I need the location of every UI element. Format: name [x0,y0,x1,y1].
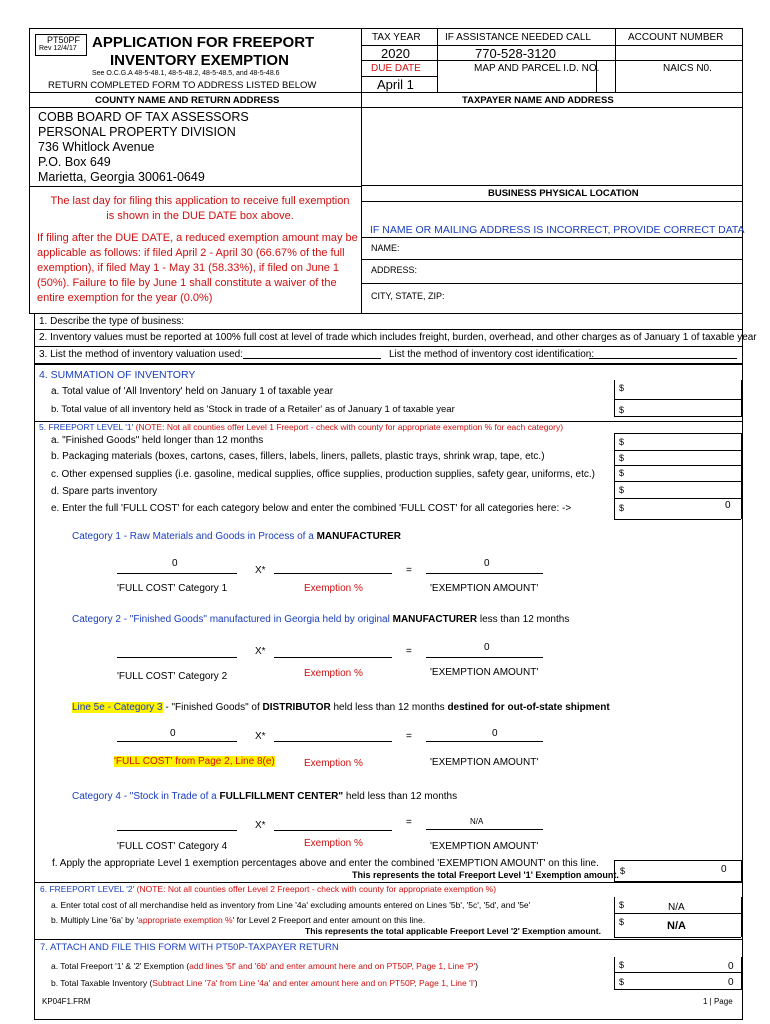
divider [614,433,741,434]
line-5c-dollar: $ [619,468,625,478]
divider [29,186,361,187]
divider [741,380,742,417]
category-2-pct-field[interactable] [274,657,392,658]
category-3-cost-field[interactable] [117,741,237,742]
tax-year-label: TAX YEAR [372,32,421,43]
line-5f-note: This represents the total Freeport Level '1' Exemption amount. [352,870,619,880]
line-7a-value: 0 [728,961,734,972]
divider [34,329,743,330]
name-label: NAME: [371,243,400,253]
city-state-zip-label: CITY, STATE, ZIP: [371,291,445,301]
line-5c-label: c. Other expensed supplies (i.e. gasoline, medical supplies, office supplies, production supplies, safety gear, uniforms, etc.) [51,469,595,480]
divider [361,283,743,284]
line-5e-dollar: $ [619,503,625,513]
exemption-pct-label: Exemption % [304,668,363,679]
times-sign: X* [255,565,266,576]
line-5d-label: d. Spare parts inventory [51,486,158,497]
line-7b-label: b. Total Taxable Inventory (Subtract Line '7a' from Line '4a' and enter amount here and on PT50P, Page 1, Line 'I') [51,978,478,988]
category-4-exempt: N/A [470,817,484,826]
divider [34,346,743,347]
category-1-exempt: 0 [484,558,490,569]
tax-year: 2020 [381,46,410,61]
category-2-exempt-field[interactable] [426,657,543,658]
divider [614,450,741,451]
page-number: 1 | Page [703,997,733,1006]
equals-sign: = [406,646,412,657]
divider [361,28,362,314]
line-6a-value: N/A [668,902,685,913]
divider [614,416,741,417]
due-date: April 1 [377,77,414,92]
form-title-line2: INVENTORY EXEMPTION [110,52,289,69]
line-6b-value: N/A [667,920,686,932]
section-4-heading: 4. SUMMATION OF INVENTORY [39,369,196,381]
line-5a-label: a. "Finished Goods" held longer than 12 months [51,435,264,446]
account-number-label: ACCOUNT NUMBER [628,32,724,43]
line-5a-dollar: $ [619,437,625,447]
divider [614,972,741,973]
divider [361,259,743,260]
exemption-amount-label: 'EXEMPTION AMOUNT' [430,841,539,852]
divider [361,237,743,238]
valuation-method-field[interactable] [243,358,381,359]
category-2-cost-field[interactable] [117,657,237,658]
exemption-pct-label: Exemption % [304,758,363,769]
line-3-identification-label: List the method of inventory cost identification: [389,349,595,360]
line-4b-label: b. Total value of all inventory held as 'Stock in trade of a Retailer' as of January 1 of taxable year [51,404,455,415]
divider [614,989,741,990]
county-line: P.O. Box 649 [38,155,111,169]
county-line: COBB BOARD OF TAX ASSESSORS [38,110,249,124]
line-4a-dollar: $ [619,383,625,393]
county-line: PERSONAL PROPERTY DIVISION [38,125,236,139]
divider [614,937,741,938]
line-3-valuation-label: 3. List the method of inventory valuation used: [39,349,244,360]
line-5e-label: e. Enter the full 'FULL COST' for each category below and enter the combined 'FULL COST' for all categories here: -> [51,503,572,514]
divider [614,913,741,914]
equals-sign: = [406,731,412,742]
divider [29,107,743,108]
category-1-pct-field[interactable] [274,573,392,574]
category-3-cost: 0 [170,728,176,739]
form-rev: Rev 12/4/17 [39,45,77,52]
line-5f-value: 0 [721,864,727,875]
divider [29,92,743,93]
line-5e-value: 0 [725,500,731,511]
line-7a-label: a. Total Freeport '1' & '2' Exemption (add lines '5f' and '6b' and enter amount here and on PT50P, Page 1, Line 'P') [51,961,479,971]
divider [34,882,743,883]
times-sign: X* [255,646,266,657]
category-3-cost-label: 'FULL COST' from Page 2, Line 8(e) [114,756,275,767]
line-4b-dollar: $ [619,405,625,415]
divider [614,519,741,520]
taxpayer-heading: TAXPAYER NAME AND ADDRESS [462,95,614,106]
divider [361,201,743,202]
line-6b-note: This represents the total applicable Freeport Level '2' Exemption amount. [305,926,601,936]
line-4a-label: a. Total value of 'All Inventory' held on January 1 of taxable year [51,386,334,397]
naics-label: NAICS N0. [663,63,712,74]
exemption-amount-label: 'EXEMPTION AMOUNT' [430,667,539,678]
category-1-exempt-field[interactable] [426,573,543,574]
exemption-amount-label: 'EXEMPTION AMOUNT' [430,757,539,768]
return-note: RETURN COMPLETED FORM TO ADDRESS LISTED BELOW [48,80,317,91]
divider [741,957,742,990]
incorrect-address-note: IF NAME OR MAILING ADDRESS IS INCORRECT, PROVIDE CORRECT DATA [370,224,745,236]
form-code: PT50PF [47,35,81,45]
category-4-cost-field[interactable] [117,830,237,831]
line-5d-dollar: $ [619,485,625,495]
line-7b-value: 0 [728,977,734,988]
category-4-pct-field[interactable] [274,830,392,831]
category-2-title: Category 2 - "Finished Goods" manufactured in Georgia held by original MANUFACTURER less than 12 months [72,614,570,625]
divider [614,481,741,482]
divider [741,897,742,937]
line-7b-dollar: $ [619,977,625,987]
line-6b-dollar: $ [619,917,625,927]
filing-notice: The last day for filing this application to receive full exemption is shown in the DUE DATE box above. [50,195,350,222]
category-1-cost: 0 [172,558,178,569]
category-3-exempt: 0 [492,728,498,739]
category-2-cost-label: 'FULL COST' Category 2 [117,671,228,682]
line-6a-label: a. Enter total cost of all merchandise held as inventory from Line '4a' excluding amounts entered on Lines '5b', '5c', '5d', and '5e' [51,900,531,910]
business-location-heading: BUSINESS PHYSICAL LOCATION [488,188,639,199]
line-7a-dollar: $ [619,960,625,970]
county-line: 736 Whitlock Avenue [38,140,155,154]
category-3-exempt-field[interactable] [426,741,543,742]
category-4-exempt-field[interactable] [426,829,543,830]
line-5b-dollar: $ [619,453,625,463]
line-5f-label: f. Apply the appropriate Level 1 exemption percentages above and enter the combined 'EXEMPTION AMOUNT' on this line. [52,858,599,869]
exemption-amount-label: 'EXEMPTION AMOUNT' [430,583,539,594]
due-date-label: DUE DATE [371,63,421,74]
times-sign: X* [255,731,266,742]
section-7-heading: 7. ATTACH AND FILE THIS FORM WITH PT50P-TAXPAYER RETURN [40,942,339,953]
cost-identification-field[interactable] [589,358,737,359]
address-label: ADDRESS: [371,265,418,275]
divider [361,185,743,186]
divider [614,399,741,400]
equals-sign: = [406,565,412,576]
line-1-label: 1. Describe the type of business: [39,316,185,327]
category-4-title: Category 4 - "Stock in Trade of a FULLFILLMENT CENTER" held less than 12 months [72,791,458,802]
county-heading: COUNTY NAME AND RETURN ADDRESS [95,95,280,106]
category-1-cost-field[interactable] [117,573,237,574]
times-sign: X* [255,820,266,831]
divider [614,433,615,519]
line-2-label: 2. Inventory values must be reported at 100% full cost at level of trade which includes freight, burden, overhead, and other charges as of January 1 of taxable year [39,332,757,343]
category-4-cost-label: 'FULL COST' Category 4 [117,841,228,852]
section-5-heading: 5. FREEPORT LEVEL '1' (NOTE: Not all counties offer Level 1 Freeport - check with county for appropriate exemption % for each category) [39,422,564,432]
exemption-pct-label: Exemption % [304,838,363,849]
divider [614,957,615,990]
late-filing-notice: If filing after the DUE DATE, a reduced exemption amount may be applicable as follows: if filed April 2 - April 30 (66.67% of the full exemption), if filed May 1 - May 31 (58.33%), if filed on June 1 (50%). Failure to file by June 1 shall constitute a waiver of the entire exemption for the year (0.0%) [37,232,358,304]
county-line: Marietta, Georgia 30061-0649 [38,170,205,184]
exemption-pct-label: Exemption % [304,583,363,594]
category-3-title: Line 5e - Category 3 - "Finished Goods" of DISTRIBUTOR held less than 12 months destined for out-of-state shipment [72,702,610,713]
equals-sign: = [406,817,412,828]
form-file-code: KP04F1.FRM [42,997,91,1006]
divider [34,939,743,940]
category-1-cost-label: 'FULL COST' Category 1 [117,583,228,594]
category-3-pct-field[interactable] [274,741,392,742]
assist-phone: 770-528-3120 [475,46,556,61]
line-5f-dollar: $ [620,866,626,876]
section-6-heading: 6. FREEPORT LEVEL '2' (NOTE: Not all counties offer Level 2 Freeport - check with county for appropriate exemption %) [40,884,497,894]
line-6a-dollar: $ [619,900,625,910]
assist-label: IF ASSISTANCE NEEDED CALL [445,32,591,43]
category-2-exempt: 0 [484,642,490,653]
divider [614,897,615,937]
category-1-title: Category 1 - Raw Materials and Goods in Process of a MANUFACTURER [72,531,402,542]
divider [614,465,741,466]
divider [741,433,742,519]
line-6b-label: b. Multiply Line '6a' by 'appropriate exemption %' for Level 2 Freeport and enter amount on this line. [51,915,426,925]
form-title-line1: APPLICATION FOR FREEPORT [92,34,315,51]
divider [614,498,741,499]
line-5b-label: b. Packaging materials (boxes, cartons, cases, fillers, labels, liners, pallets, plastic trays, shrink wrap, tape, etc.) [51,451,545,462]
form-citation: See O.C.G.A 48-5-48.1, 48-5-48.2, 48-5-48.5, and 48-5-48.6 [92,70,280,77]
map-parcel-label: MAP AND PARCEL I.D. NO. [474,63,600,74]
